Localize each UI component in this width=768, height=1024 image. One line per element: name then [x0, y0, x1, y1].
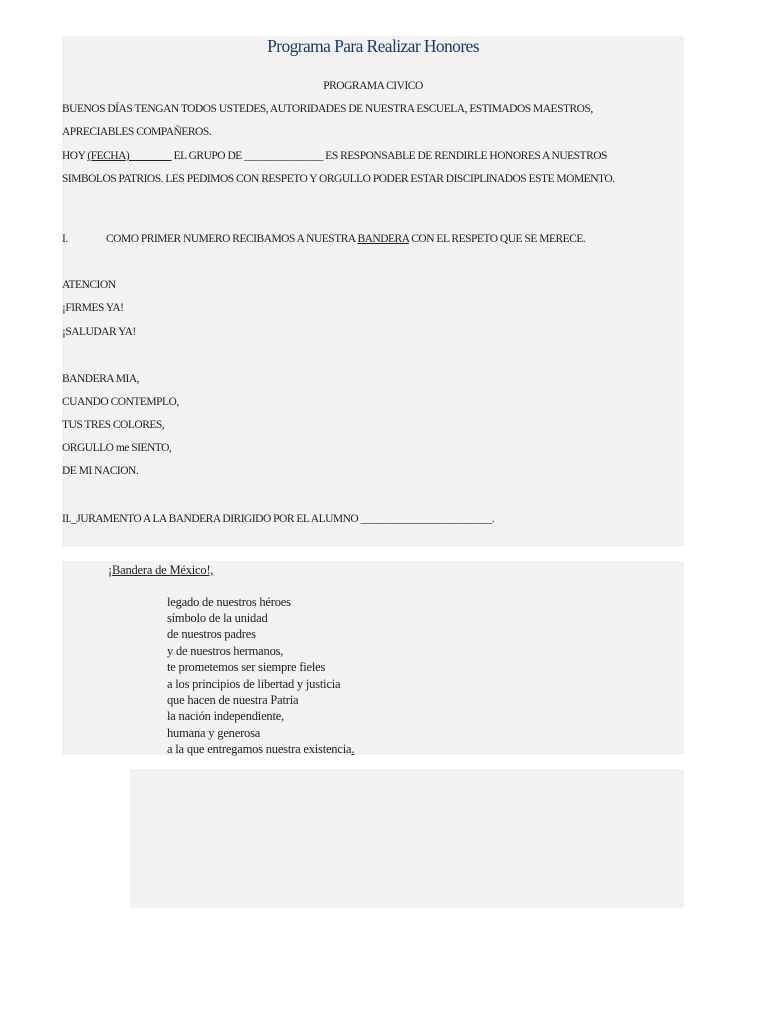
- intro-fecha-blank: (FECHA)________: [87, 150, 172, 162]
- oath-last-text: a la que entregamos nuestra existencia: [167, 742, 352, 756]
- oath-line: humana y generosa: [167, 726, 261, 740]
- verse-line: TUS TRES COLORES,: [62, 419, 165, 431]
- command-line: ATENCION: [62, 279, 116, 291]
- oath-last-mark: .: [351, 742, 355, 756]
- item-1-keyword: BANDERA: [357, 233, 409, 245]
- text-panel-blank: [130, 769, 684, 908]
- section-subtitle: PROGRAMA CIVICO: [323, 80, 423, 92]
- oath-line: legado de nuestros héroes: [167, 595, 291, 609]
- verse-line: BANDERA MIA,: [62, 373, 140, 385]
- oath-line: símbolo de la unidad: [167, 611, 268, 625]
- greeting-line-1: BUENOS DÍAS TENGAN TODOS USTEDES, AUTORIDADES DE NUESTRA ESCUELA, ESTIMADOS MAESTROS,: [62, 103, 593, 115]
- oath-line: de nuestros padres: [167, 627, 256, 641]
- verse-line: CUANDO CONTEMPLO,: [62, 396, 179, 408]
- oath-line: la nación independiente,: [167, 709, 285, 723]
- greeting-line-2: APRECIABLES COMPAÑEROS.: [62, 126, 212, 138]
- command-line: ¡FIRMES YA!: [62, 302, 124, 314]
- item-1-after: CON EL RESPETO QUE SE MERECE.: [408, 233, 586, 245]
- intro-grupo: EL GRUPO DE _______________ ES RESPONSABLE DE RENDIRLE HONORES A NUESTROS: [171, 150, 607, 162]
- intro-line-1: [62, 149, 607, 163]
- oath-line: que hacen de nuestra Patria: [167, 693, 299, 707]
- verse-line: ORGULLO me SIENTO,: [62, 442, 172, 454]
- item-2-text: II._JURAMENTO A LA BANDERA DIRIGIDO POR EL ALUMNO _________________________.: [62, 513, 495, 525]
- item-1-text: [106, 232, 585, 246]
- oath-line-last: [167, 741, 354, 757]
- oath-line: y de nuestros hermanos,: [167, 644, 284, 658]
- oath-heading: ¡Bandera de México!,: [108, 563, 214, 577]
- intro-line-2: SIMBOLOS PATRIOS. LES PEDIMOS CON RESPETO Y ORGULLO PODER ESTAR DISCIPLINADOS ESTE MOMENTO.: [62, 173, 615, 185]
- item-1-numeral: I.: [62, 233, 68, 245]
- command-line: ¡SALUDAR YA!: [62, 326, 136, 338]
- intro-hoy: HOY: [62, 150, 88, 162]
- item-1-before: COMO PRIMER NUMERO RECIBAMOS A NUESTRA: [106, 233, 358, 245]
- document-title: Programa Para Realizar Honores: [267, 36, 479, 56]
- verse-line: DE MI NACION.: [62, 465, 139, 477]
- text-panel-oath: [62, 561, 684, 755]
- oath-line: te prometemos ser siempre fieles: [167, 660, 326, 674]
- oath-line: a los principios de libertad y justicia: [167, 677, 341, 691]
